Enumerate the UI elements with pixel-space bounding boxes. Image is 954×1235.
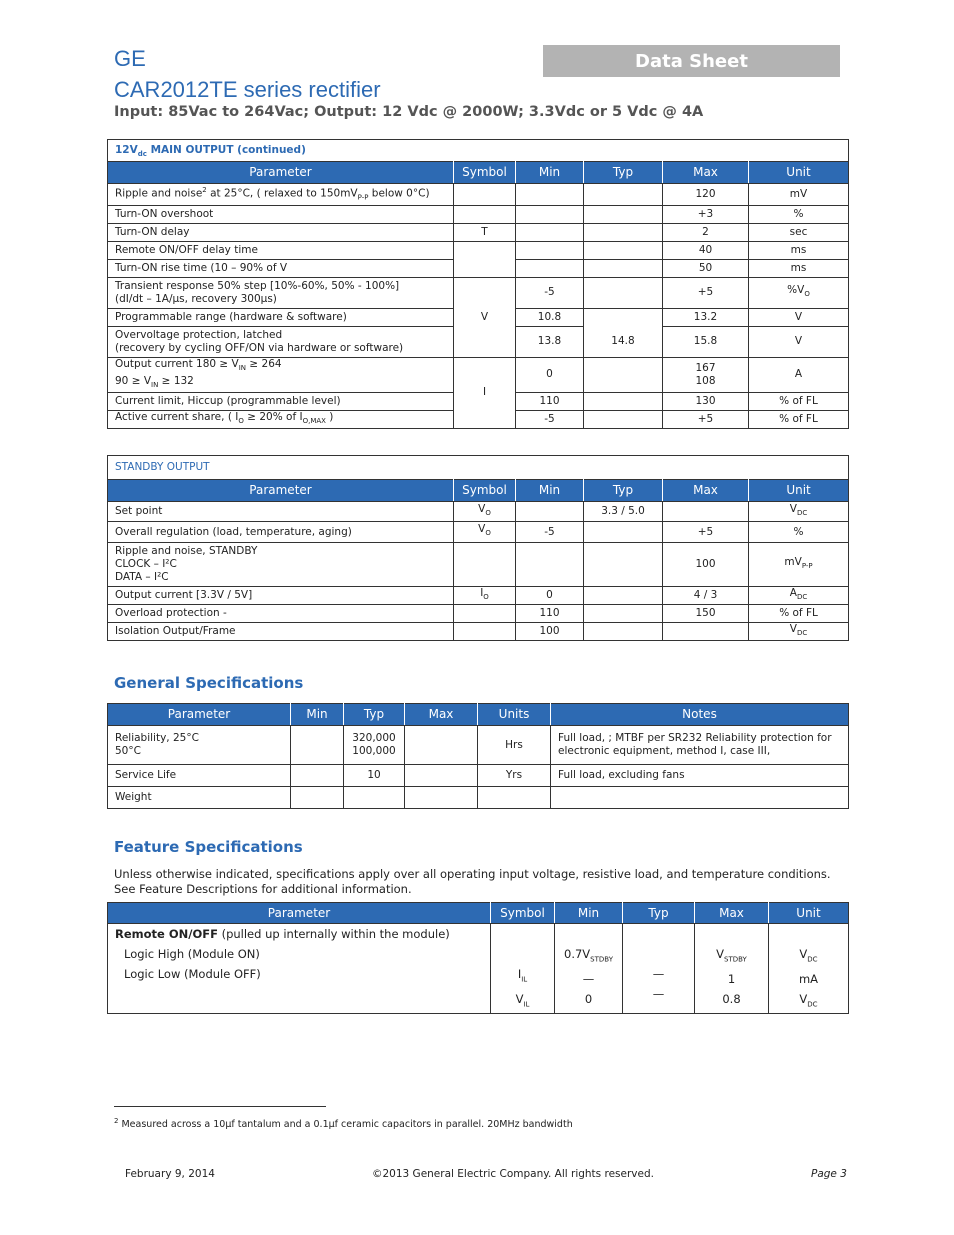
table-row: Overall regulation (load, temperature, aging) $V_O$ -5 +5 % bbox=[108, 522, 849, 543]
standby-output-table bbox=[107, 455, 849, 641]
table-row: Turn-ON overshoot +3 % bbox=[108, 205, 849, 223]
table-row: Overload protection - 110 150 % of FL bbox=[108, 605, 849, 623]
col-parameter: Parameter bbox=[108, 704, 291, 726]
table-row: Output current $180 \ge V_{IN} \ge 264$ $90 \ge V_{IN} \ge 132$ I 0 167 108 A bbox=[108, 357, 849, 392]
col-min: Min bbox=[291, 704, 344, 726]
col-max: Max bbox=[405, 704, 478, 726]
col-typ: Typ bbox=[584, 162, 663, 184]
table-row: Weight bbox=[108, 787, 849, 809]
table-row: Reliability, 25°C 50°C 320,000 100,000 Hrs Full load, ; MTBF per SR232 Reliability protection for electronic equipment, method I, case III, bbox=[108, 726, 849, 765]
table-row: Current limit, Hiccup (programmable level) 110 130 % of FL bbox=[108, 392, 849, 410]
general-specs-table bbox=[107, 703, 849, 809]
col-parameter: Parameter bbox=[108, 480, 454, 502]
main-output-title: $12V_{dc}$ MAIN OUTPUT (continued) bbox=[108, 140, 849, 162]
table-row: Turn-ON rise time (10 – 90% of V 50 ms bbox=[108, 259, 849, 277]
table-row: Ripple and noise, STANDBY CLOCK – I²C DATA – I²C 100 $mV_{P-P}$ bbox=[108, 543, 849, 587]
col-typ: Typ bbox=[344, 704, 405, 726]
table-row: Turn-ON delay T 2 sec bbox=[108, 223, 849, 241]
standby-output-title: STANDBY OUTPUT bbox=[108, 456, 849, 480]
footer-date: February 9, 2014 bbox=[125, 1168, 215, 1180]
col-unit: Unit bbox=[749, 162, 849, 184]
feature-specs-table bbox=[107, 902, 849, 1014]
brand-logo: GE bbox=[114, 46, 146, 71]
col-min: Min bbox=[555, 903, 623, 924]
table-row: Remote ON/OFF (pulled up internally within the module) Logic High (Module ON) Logic Low (Module OFF) $I_{IL}$ $V_{IL}$ $0.7V_{STDBY}$ — 0 — — $V_{STDBY}$ 1 0.8 $V_{DC}$ mA $V_{DC}$ bbox=[108, 924, 849, 1014]
table-row: Remote ON/OFF delay time 40 ms bbox=[108, 241, 849, 259]
col-symbol: Symbol bbox=[491, 903, 555, 924]
table-row: Overvoltage protection, latched (recovery by cycling OFF/ON via hardware or software) 13.8 14.8 15.8 V bbox=[108, 326, 849, 357]
general-specs-heading: General Specifications bbox=[114, 674, 304, 692]
footnote: $^2$ Measured across a 10µf tantalum and a 0.1µf ceramic capacitors in parallel. 20MHz bandwidth bbox=[114, 1117, 573, 1131]
col-max: Max bbox=[663, 162, 749, 184]
footnote-divider bbox=[114, 1106, 326, 1107]
col-symbol: Symbol bbox=[454, 162, 516, 184]
col-parameter: Parameter bbox=[108, 162, 454, 184]
data-sheet-banner: Data Sheet bbox=[543, 45, 840, 77]
footer-page-number: Page 3 bbox=[811, 1168, 847, 1180]
table-row: Programmable range (hardware & software) 10.8 13.2 V bbox=[108, 308, 849, 326]
table-row: Isolation Output/Frame 100 $V_{DC}$ bbox=[108, 623, 849, 641]
col-typ: Typ bbox=[584, 480, 663, 502]
table-row: Output current [3.3V / 5V] $I_O$ 0 4 / 3 $A_{DC}$ bbox=[108, 587, 849, 605]
table-row: Ripple and noise$^2$ at 25°C, ( relaxed to $150mV_{P-P}$ below 0°C) 120 mV bbox=[108, 184, 849, 206]
feature-specs-heading: Feature Specifications bbox=[114, 838, 303, 856]
footer-copyright: ©2013 General Electric Company. All rights reserved. bbox=[372, 1168, 654, 1180]
col-parameter: Parameter bbox=[108, 903, 491, 924]
product-title: CAR2012TE series rectifier bbox=[114, 77, 381, 102]
col-unit: Unit bbox=[769, 903, 849, 924]
product-subtitle: Input: 85Vac to 264Vac; Output: 12 Vdc @ 2000W; 3.3Vdc or 5 Vdc @ 4A bbox=[114, 104, 704, 120]
col-min: Min bbox=[516, 162, 584, 184]
col-units: Units bbox=[478, 704, 551, 726]
col-max: Max bbox=[695, 903, 769, 924]
table-row: Transient response 50% step [10%-60%, 50% - 100%] (dI/dt – 1A/µs, recovery 300µs) V -5 +5 $\%V_O$ bbox=[108, 277, 849, 308]
col-unit: Unit bbox=[749, 480, 849, 502]
table-row: Active current share, ( $I_O \ge 20\%$ of $I_{O,MAX}$ ) -5 +5 % of FL bbox=[108, 410, 849, 428]
table-row: Service Life 10 Yrs Full load, excluding fans bbox=[108, 765, 849, 787]
col-notes: Notes bbox=[551, 704, 849, 726]
col-min: Min bbox=[516, 480, 584, 502]
feature-specs-intro: Unless otherwise indicated, specifications apply over all operating input voltage, resistive load, and temperature conditions. See Feature Descriptions for additional information. bbox=[114, 867, 831, 896]
table-row: Set point $V_O$ 3.3 / 5.0 $V_{DC}$ bbox=[108, 502, 849, 522]
main-output-table bbox=[107, 139, 849, 429]
col-typ: Typ bbox=[623, 903, 695, 924]
col-symbol: Symbol bbox=[454, 480, 516, 502]
col-max: Max bbox=[663, 480, 749, 502]
